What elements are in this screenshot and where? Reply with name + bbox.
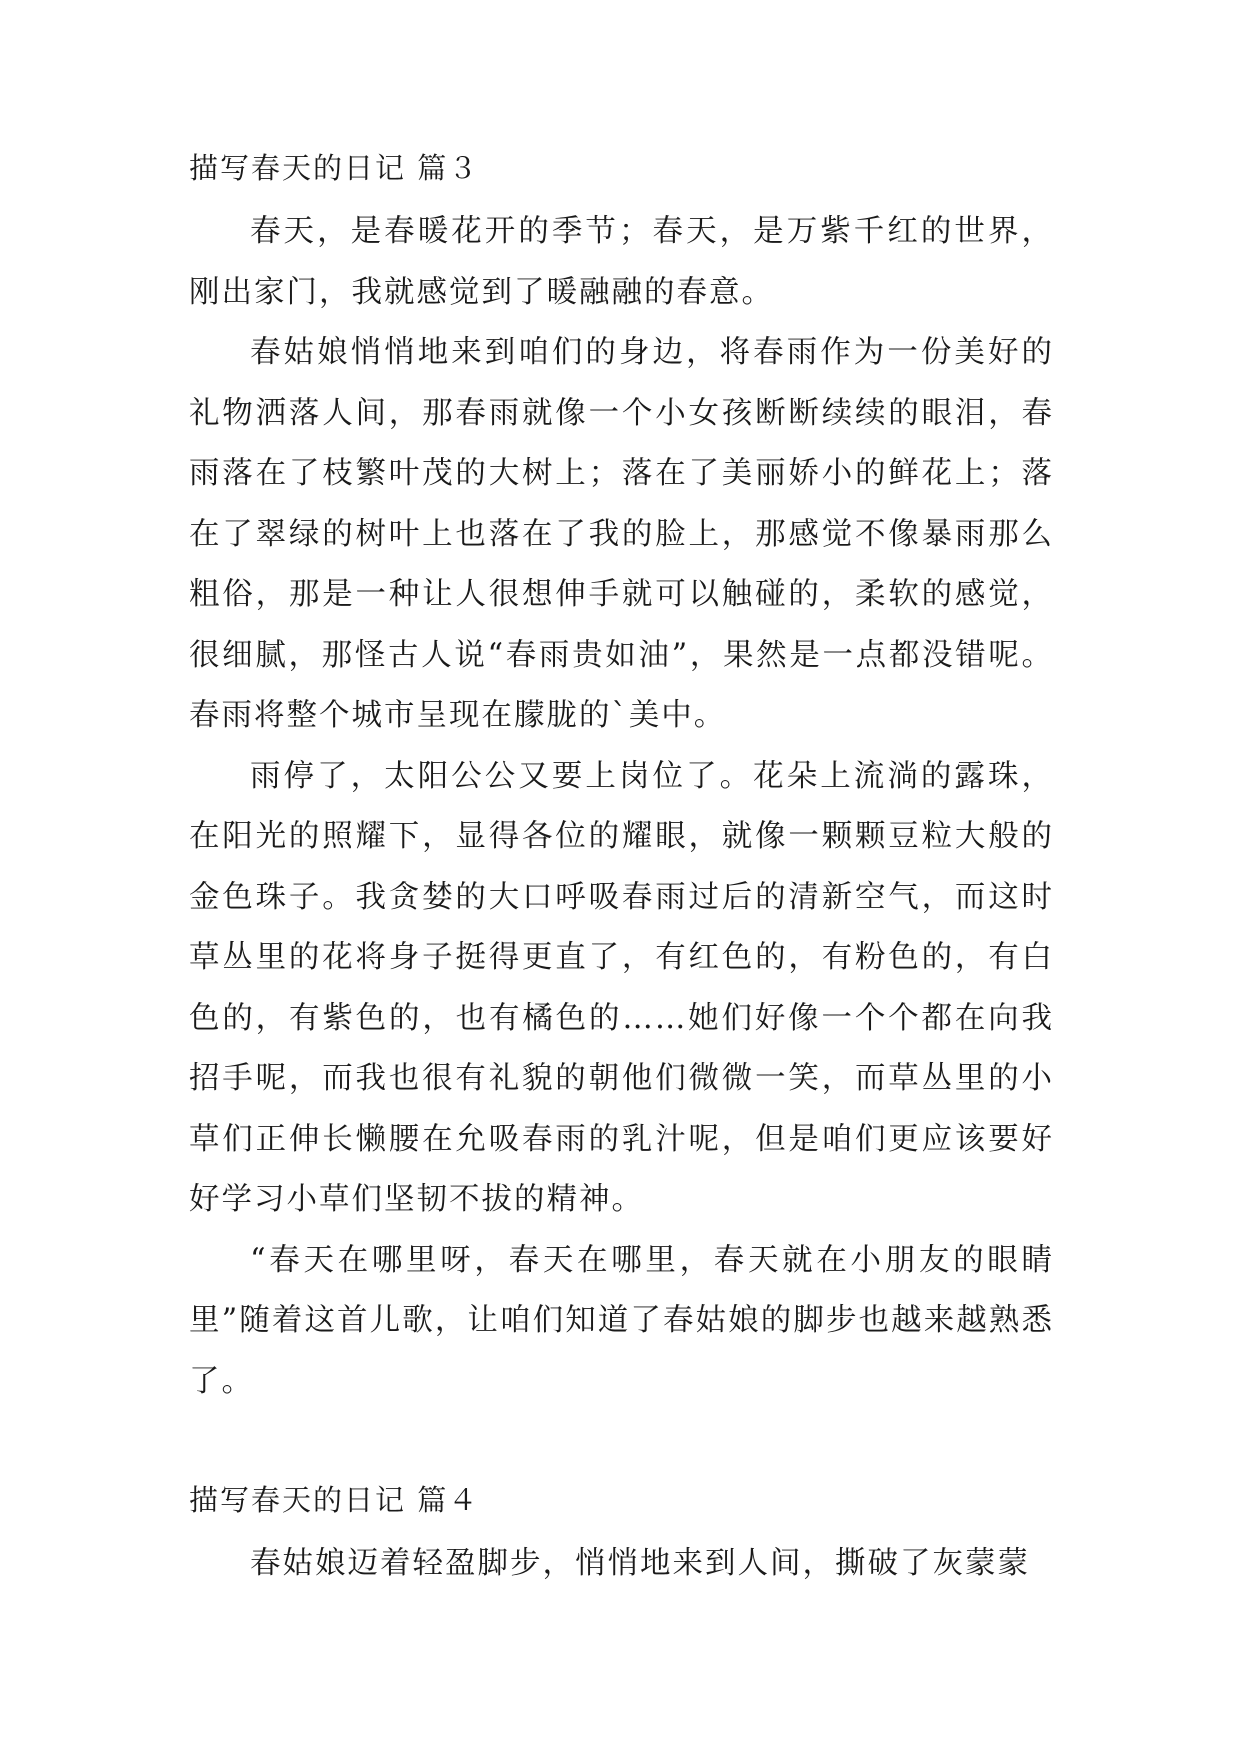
section-title: 描写春天的日记 篇４ [189,1483,480,1517]
diary-entry-3 [189,150,1054,1412]
paragraph: 雨停了，太阳公公又要上岗位了。花朵上流淌的露珠，在阳光的照耀下，显得各位的耀眼，就像一颗颗豆粒大般的金色珠子。我贪婪的大口呼吸春雨过后的清新空气，而这时草丛里的花将身子挺得更直了，有红色的，有粉色的，有白色的，有紫色的，也有橘色的……她们好像一个个都在向我招手呢，而我也很有礼貌的朝他们微微一笑，而草丛里的小草们正伸长懒腰在允吸春雨的乳汁呢，但是咱们更应该要好好学习小草们坚韧不拔的精神。 [189,758,1054,1217]
paragraph: 春天，是春暖花开的季节；春天，是万紫千红的世界，刚出家门，我就感觉到了暖融融的春意。 [189,214,1054,310]
paragraph: 春姑娘迈着轻盈脚步，悄悄地来到人间，撕破了灰蒙蒙 [250,1546,1030,1581]
section-title: 描写春天的日记 篇３ [189,151,480,185]
section-spacer [189,1412,1054,1482]
document-page [189,150,1054,1595]
diary-entry-4 [189,1482,1054,1595]
paragraph: 春姑娘悄悄地来到咱们的身边，将春雨作为一份美好的礼物洒落人间，那春雨就像一个小女孩断断续续的眼泪，春雨落在了枝繁叶茂的大树上；落在了美丽娇小的鲜花上；落在了翠绿的树叶上也落在了我的脸上，那感觉不像暴雨那么粗俗，那是一种让人很想伸手就可以触碰的，柔软的感觉，很细腻，那怪古人说“春雨贵如油”，果然是一点都没错呢。春雨将整个城市呈现在朦胧的`美中。 [189,335,1054,733]
paragraph: “春天在哪里呀，春天在哪里，春天就在小朋友的眼睛里”随着这首儿歌，让咱们知道了春姑娘的脚步也越来越熟悉了。 [189,1242,1054,1399]
